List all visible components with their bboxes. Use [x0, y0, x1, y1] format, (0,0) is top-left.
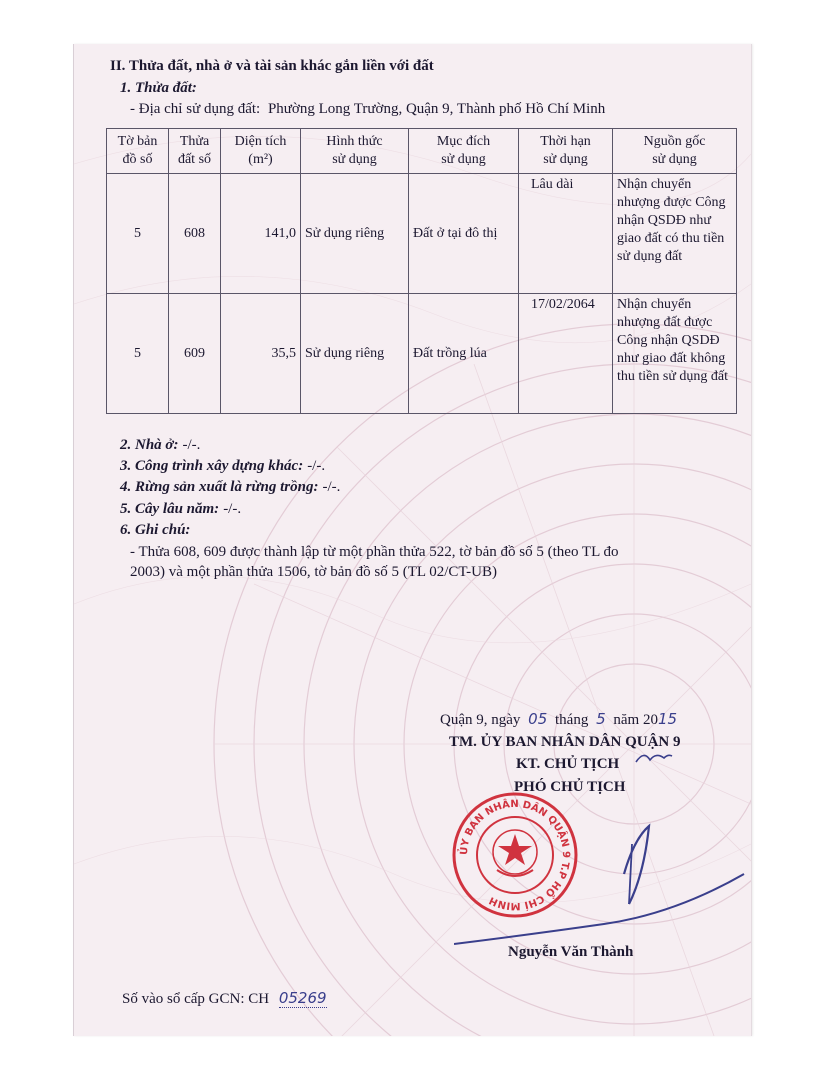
cell-map-sheet: 5	[107, 294, 169, 414]
header-origin: Nguồn gốc sử dụng	[613, 129, 737, 174]
construction-value: -/-.	[307, 458, 326, 474]
date-year: 15	[657, 710, 678, 728]
note-line-2: 2003) và một phần thửa 1506, tờ bản đồ số 5 (TL 02/CT-UB)	[130, 564, 497, 580]
cell-area: 35,5	[221, 294, 301, 414]
cell-purpose: Đất trồng lúa	[409, 294, 519, 414]
registry-label: Số vào sổ cấp GCN: CH	[122, 991, 270, 1007]
address-line	[130, 101, 605, 118]
header-use-form: Hình thức sử dụng	[301, 129, 409, 174]
certificate-page	[73, 44, 752, 1036]
forest-item	[120, 478, 340, 496]
land-parcel-table	[106, 128, 737, 414]
date-month: 5	[596, 710, 606, 728]
header-parcel: Thửa đất số	[169, 129, 221, 174]
address-value: Phường Long Trường, Quận 9, Thành phố Hồ Chí Minh	[267, 101, 606, 117]
cell-area: 141,0	[221, 174, 301, 294]
header-term: Thời hạn sử dụng	[519, 129, 613, 174]
header-area: Diện tích (m²)	[221, 129, 301, 174]
address-label: - Địa chỉ sử dụng đất:	[130, 101, 261, 117]
deputy-line: PHÓ CHỦ TỊCH	[514, 779, 626, 795]
registry-number: 05269	[278, 989, 327, 1007]
table-header-row	[107, 129, 737, 174]
date-day: 05	[528, 710, 548, 728]
svg-text:ỦY BAN NHÂN DÂN QUẬN 9 T.P HỒ: ỦY BAN NHÂN DÂN QUẬN 9 T.P HỒ CHÍ MINH	[458, 798, 572, 912]
cell-use-form: Sử dụng riêng	[301, 174, 409, 294]
registry-line	[122, 989, 327, 1008]
table-row	[107, 294, 737, 414]
header-purpose: Mục đích sử dụng	[409, 129, 519, 174]
cell-term: 17/02/2064	[519, 294, 613, 414]
house-value: -/-.	[182, 437, 201, 453]
year-label: năm 20	[613, 712, 658, 728]
house-label: 2. Nhà ở:	[120, 437, 179, 453]
perennial-item	[120, 500, 241, 518]
cell-term: Lâu dài	[519, 174, 613, 294]
land-heading: 1. Thửa đất:	[120, 80, 197, 96]
house-item	[120, 436, 200, 454]
header-map-sheet: Tờ bản đồ số	[107, 129, 169, 174]
cell-parcel: 608	[169, 174, 221, 294]
signer-name: Nguyễn Văn Thành	[508, 944, 634, 960]
perennial-value: -/-.	[223, 501, 242, 517]
note-line-1: - Thửa 608, 609 được thành lập từ một phần thửa 522, tờ bản đồ số 5 (theo TL đo	[130, 544, 619, 560]
cell-parcel: 609	[169, 294, 221, 414]
handwritten-signature	[454, 814, 752, 964]
notes-label: 6. Ghi chú:	[120, 522, 191, 538]
date-prefix: Quận 9, ngày	[440, 712, 521, 728]
cell-origin: Nhận chuyển nhượng đất được Công nhận QSDĐ như giao đất không thu tiền sử dụng đất	[613, 294, 737, 414]
signing-date	[440, 710, 677, 729]
perennial-label: 5. Cây lâu năm:	[120, 501, 220, 517]
forest-label: 4. Rừng sản xuất là rừng trồng:	[120, 479, 319, 495]
kt-line: KT. CHỦ TỊCH	[516, 756, 620, 772]
cell-origin: Nhận chuyển nhượng được Công nhận QSDĐ như giao đất có thu tiền sử dụng đất	[613, 174, 737, 294]
org-line: TM. ỦY BAN NHÂN DÂN QUẬN 9	[449, 734, 681, 750]
forest-value: -/-.	[322, 479, 341, 495]
construction-item	[120, 457, 325, 475]
table-row	[107, 174, 737, 294]
construction-label: 3. Công trình xây dựng khác:	[120, 458, 304, 474]
section-title: II. Thửa đất, nhà ở và tài sản khác gắn liền với đất	[110, 58, 434, 74]
month-label: tháng	[555, 712, 589, 728]
cell-use-form: Sử dụng riêng	[301, 294, 409, 414]
cell-map-sheet: 5	[107, 174, 169, 294]
initial-mark	[634, 748, 674, 768]
cell-purpose: Đất ở tại đô thị	[409, 174, 519, 294]
